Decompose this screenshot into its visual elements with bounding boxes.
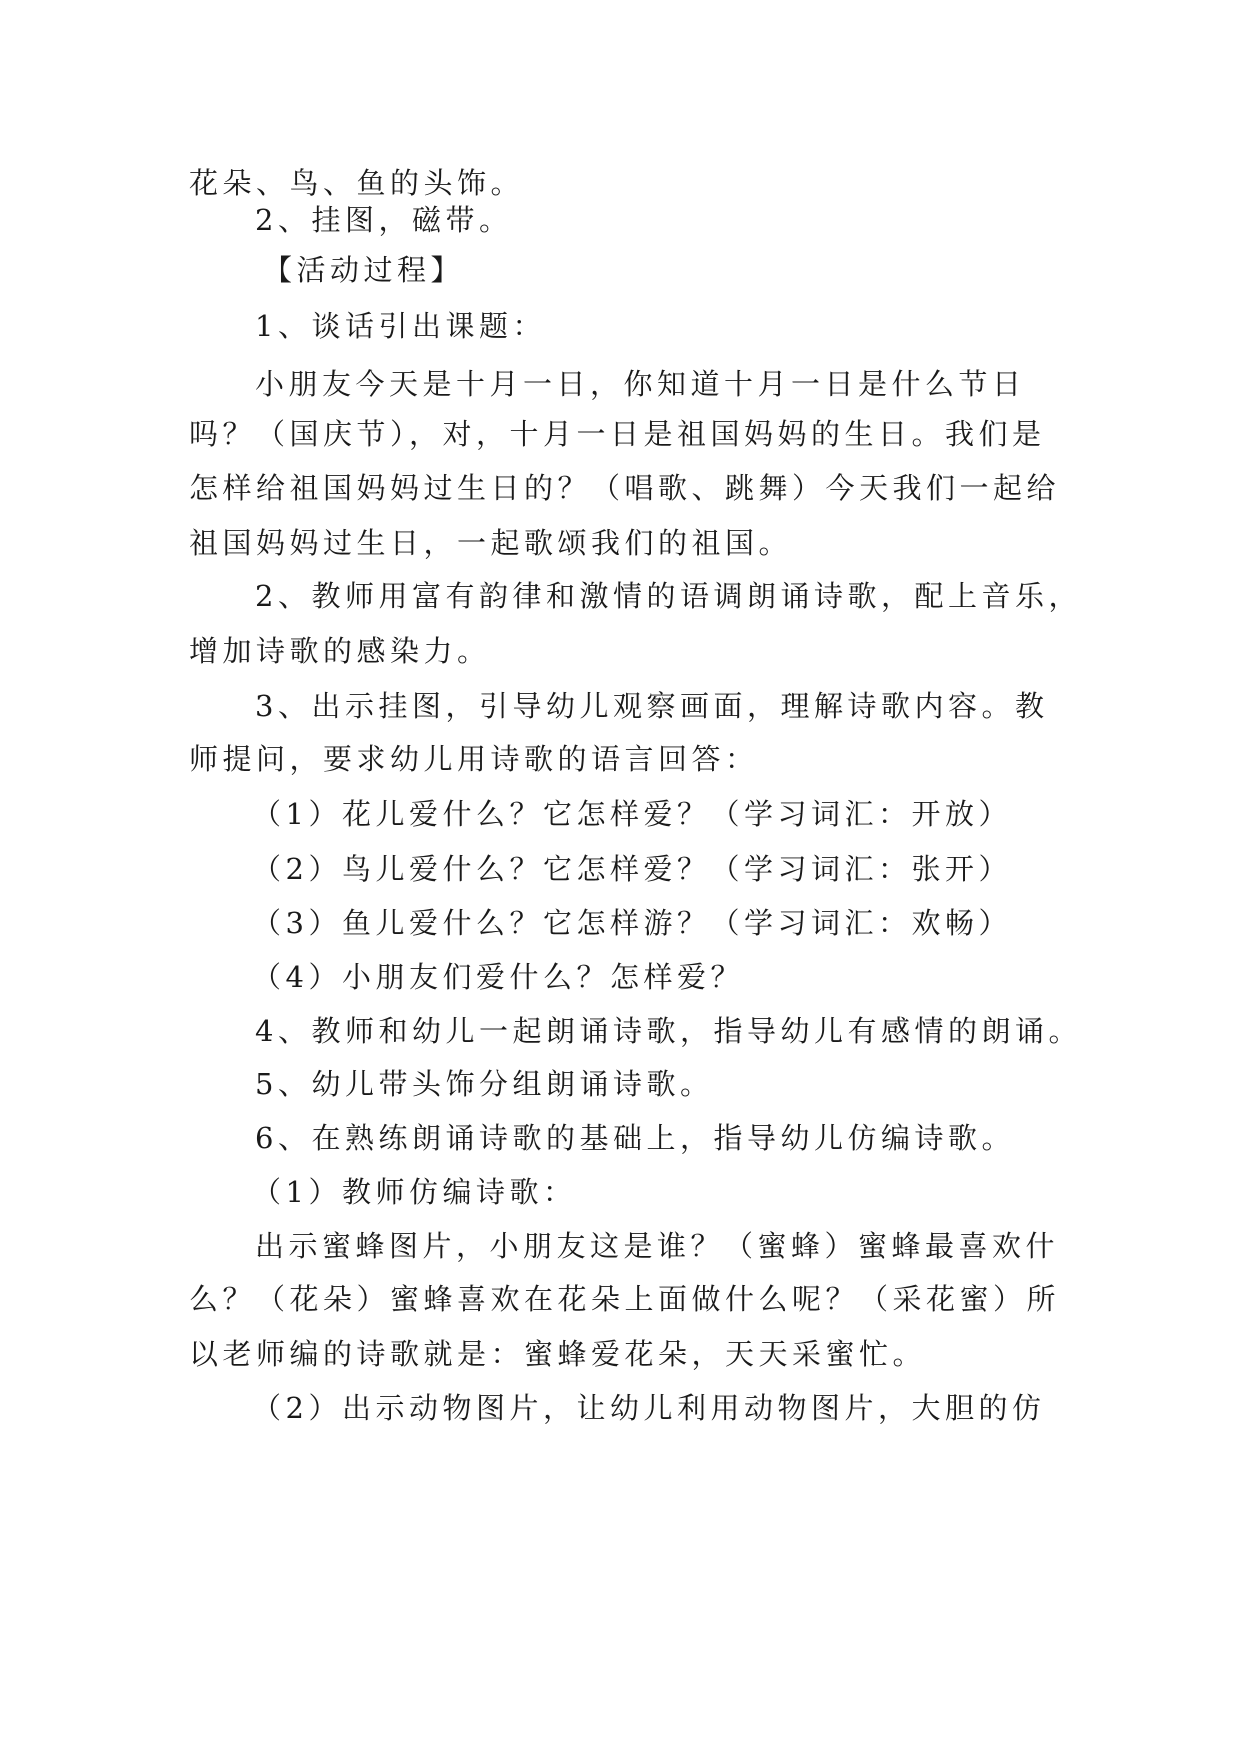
list-item: （2）鸟儿爱什么？它怎样爱？（学习词汇：张开） [252,852,1012,886]
text-line: 5、幼儿带头饰分组朗诵诗歌。 [255,1067,714,1101]
list-item: （1）教师仿编诗歌： [252,1175,577,1209]
text-line: 小朋友今天是十月一日，你知道十月一日是什么节日 [255,367,1026,401]
text-line: 以老师编的诗歌就是：蜜蜂爱花朵，天天采蜜忙。 [189,1337,927,1371]
text-line: 增加诗歌的感染力。 [189,634,491,668]
text-line: 吗？（国庆节），对，十月一日是祖国妈妈的生日。我们是 [189,417,1046,451]
text-line: 1、谈话引出课题： [255,309,546,343]
list-item: （4）小朋友们爱什么？怎样爱？ [252,960,744,994]
text-line: 花朵、鸟、鱼的头饰。 [189,166,525,200]
list-item: （2）出示动物图片，让幼儿利用动物图片，大胆的仿 [252,1391,1046,1425]
text-line: 么？（花朵）蜜蜂喜欢在花朵上面做什么呢？（采花蜜）所 [189,1282,1061,1316]
text-line: 4、教师和幼儿一起朗诵诗歌，指导幼儿有感情的朗诵。 [255,1014,1082,1048]
text-line: 2、教师用富有韵律和激情的语调朗诵诗歌，配上音乐， [255,579,1082,613]
list-item: （1）花儿爱什么？它怎样爱？（学习词汇：开放） [252,797,1012,831]
text-line: 6、在熟练朗诵诗歌的基础上，指导幼儿仿编诗歌。 [255,1121,1015,1155]
text-line: 3、出示挂图，引导幼儿观察画面，理解诗歌内容。教 [255,689,1049,723]
list-item: （3）鱼儿爱什么？它怎样游？（学习词汇：欢畅） [252,906,1012,940]
section-heading: 【活动过程】 [263,253,465,287]
text-line: 出示蜜蜂图片，小朋友这是谁？（蜜蜂）蜜蜂最喜欢什 [255,1229,1060,1263]
text-line: 怎样给祖国妈妈过生日的？（唱歌、跳舞）今天我们一起给 [189,471,1061,505]
text-line: 2、挂图，磁带。 [255,203,513,237]
text-line: 师提问，要求幼儿用诗歌的语言回答： [189,742,759,776]
text-line: 祖国妈妈过生日，一起歌颂我们的祖国。 [189,526,793,560]
